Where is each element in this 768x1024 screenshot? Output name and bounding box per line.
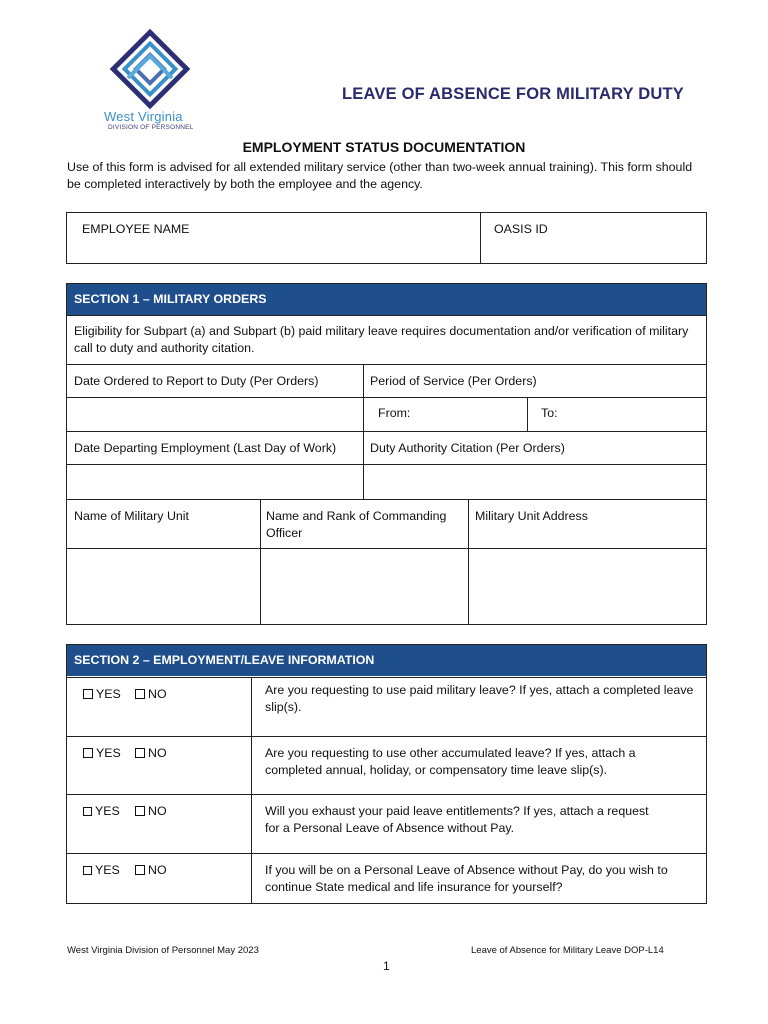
- q1-no-label: NO: [148, 687, 167, 701]
- date-ordered-label: Date Ordered to Report to Duty (Per Orders): [74, 374, 319, 388]
- commanding-officer-field[interactable]: [261, 549, 467, 624]
- q3-no-option[interactable]: [135, 803, 167, 820]
- section-2-header: SECTION 2 – EMPLOYMENT/LEAVE INFORMATION: [67, 645, 706, 676]
- date-ordered-field[interactable]: [68, 398, 362, 430]
- period-of-service-label: Period of Service (Per Orders): [370, 374, 537, 388]
- q1-yes-option[interactable]: [83, 686, 121, 703]
- logo-text: [104, 110, 214, 131]
- question-4: If you will be on a Personal Leave of Absence without Pay, do you wish to continue State medical and life insurance for yourself?: [265, 863, 668, 894]
- section-1-header: SECTION 1 – MILITARY ORDERS: [67, 284, 706, 315]
- q4-no-checkbox[interactable]: [135, 865, 145, 875]
- form-subtitle: EMPLOYMENT STATUS DOCUMENTATION: [242, 139, 526, 155]
- q4-no-option[interactable]: [135, 862, 167, 879]
- from-label: From:: [378, 406, 411, 420]
- to-label: To:: [541, 406, 558, 420]
- q4-no-label: NO: [148, 863, 167, 877]
- employee-name-label: EMPLOYEE NAME: [82, 222, 190, 236]
- question-1: Are you requesting to use paid military leave? If yes, attach a completed leave slip(s).: [265, 683, 694, 714]
- oasis-id-label: OASIS ID: [494, 222, 548, 236]
- form-title: LEAVE OF ABSENCE FOR MILITARY DUTY: [342, 85, 685, 103]
- employee-name-field[interactable]: [68, 239, 478, 261]
- q1-no-option[interactable]: [135, 686, 167, 703]
- q1-yes-label: YES: [96, 687, 121, 701]
- q3-no-label: NO: [148, 804, 167, 818]
- oasis-id-field[interactable]: [483, 239, 705, 261]
- q2-yes-label: YES: [96, 746, 121, 760]
- employee-info-table: [66, 212, 707, 264]
- period-from-field[interactable]: [412, 398, 526, 430]
- eligibility-text: Eligibility for Subpart (a) and Subpart (b) paid military leave requires documentation and/or verification of military call to duty and authority citation.: [74, 324, 689, 355]
- q2-no-checkbox[interactable]: [135, 748, 145, 758]
- q2-yes-option[interactable]: [83, 745, 121, 762]
- unit-address-field[interactable]: [469, 549, 705, 624]
- page-number: 1: [383, 959, 390, 973]
- q1-yes-checkbox[interactable]: [83, 689, 93, 699]
- q3-yes-option[interactable]: [83, 803, 120, 820]
- q3-no-checkbox[interactable]: [135, 806, 145, 816]
- footer-right: Leave of Absence for Military Leave DOP-L14: [471, 945, 664, 956]
- logo-division-line: DIVISION OF PERSONNEL: [108, 124, 194, 131]
- q4-yes-label: YES: [95, 863, 120, 877]
- date-departing-field[interactable]: [68, 465, 362, 498]
- q2-yes-checkbox[interactable]: [83, 748, 93, 758]
- unit-address-label: Military Unit Address: [475, 509, 588, 523]
- section-1-military-orders: [66, 283, 707, 625]
- unit-name-label: Name of Military Unit: [74, 509, 189, 523]
- logo-name-line: West Virginia: [104, 109, 183, 124]
- q4-yes-option[interactable]: [83, 862, 120, 879]
- unit-name-field[interactable]: [68, 549, 259, 624]
- q3-yes-checkbox[interactable]: [83, 807, 92, 816]
- period-to-field[interactable]: [559, 398, 705, 430]
- intro-text: Use of this form is advised for all extended military service (other than two-week annual training). This form should be completed interactively by both the employee and the agency.: [67, 160, 693, 191]
- q2-no-option[interactable]: [135, 745, 167, 762]
- commanding-officer-label: Name and Rank of Commanding Officer: [266, 509, 447, 540]
- q4-yes-checkbox[interactable]: [83, 866, 92, 875]
- q3-yes-label: YES: [95, 804, 120, 818]
- question-3: Will you exhaust your paid leave entitlements? If yes, attach a request for a Personal Leave of Absence without Pay.: [265, 804, 649, 835]
- q2-no-label: NO: [148, 746, 167, 760]
- wv-division-of-personnel-logo: [98, 28, 202, 110]
- q1-no-checkbox[interactable]: [135, 689, 145, 699]
- duty-authority-label: Duty Authority Citation (Per Orders): [370, 441, 565, 455]
- question-2: Are you requesting to use other accumulated leave? If yes, attach a completed annual, holiday, or compensatory time leave slip(s).: [265, 746, 636, 777]
- date-departing-label: Date Departing Employment (Last Day of Work): [74, 441, 337, 455]
- duty-authority-field[interactable]: [364, 465, 705, 498]
- section-2-employment-leave: [66, 644, 707, 904]
- footer-left: West Virginia Division of Personnel May 2023: [67, 945, 259, 956]
